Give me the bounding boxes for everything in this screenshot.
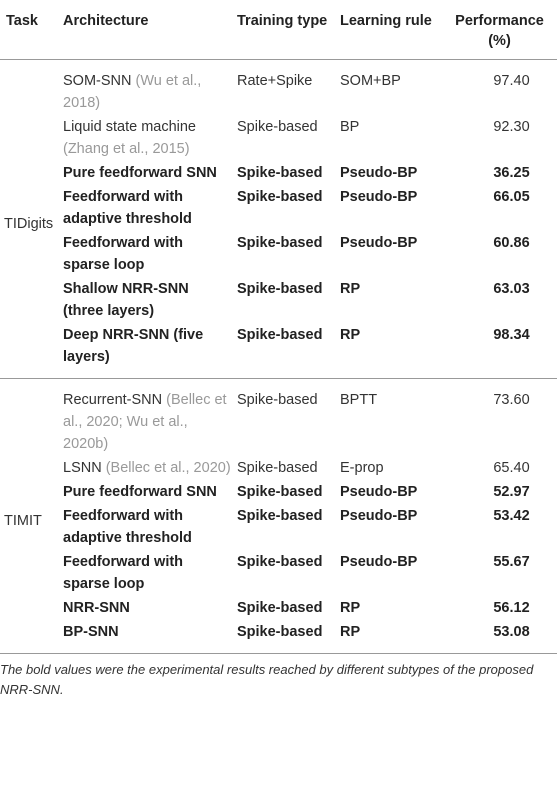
table-row [0, 322, 557, 379]
table-row [0, 184, 557, 230]
table-row [0, 60, 557, 115]
table-row [0, 549, 557, 595]
architecture-name: Pure feedforward SNN [63, 165, 217, 181]
architecture-name: Feedforward with sparse loop [63, 554, 184, 592]
performance-cell: 36.25 [493, 165, 530, 181]
performance-cell: 65.40 [493, 460, 530, 476]
group-tidigits [0, 60, 557, 379]
learning-rule-cell: RP [340, 600, 361, 616]
architecture-cell [57, 479, 231, 503]
learning-rule-cell: BP [340, 119, 360, 135]
citation: (Bellec et al., 2020; Wu et al., 2020b) [63, 392, 227, 452]
learning-rule-cell: Pseudo-BP [340, 235, 418, 251]
header-learning-rule: Learning rule [340, 13, 432, 29]
performance-cell: 63.03 [493, 281, 530, 297]
performance-cell: 73.60 [493, 392, 530, 408]
training-type-cell: Spike-based [237, 460, 318, 476]
performance-cell: 56.12 [493, 600, 530, 616]
architecture-cell [57, 160, 231, 184]
architecture-cell [57, 619, 231, 654]
learning-rule-cell: RP [340, 624, 361, 640]
table-row [0, 230, 557, 276]
table-row [0, 276, 557, 322]
training-type-cell: Rate+Spike [237, 73, 313, 89]
architecture-cell [57, 322, 231, 379]
architecture-cell [57, 60, 231, 115]
learning-rule-cell: Pseudo-BP [340, 554, 418, 570]
table-row [0, 503, 557, 549]
architecture-name: Shallow NRR-SNN (three layers) [63, 281, 189, 319]
citation: (Bellec et al., 2020) [105, 460, 231, 476]
performance-cell: 98.34 [493, 327, 530, 343]
performance-cell: 60.86 [493, 235, 530, 251]
training-type-cell: Spike-based [237, 189, 323, 205]
header-task: Task [6, 13, 38, 29]
architecture-name: Liquid state machine [63, 119, 196, 135]
training-type-cell: Spike-based [237, 165, 323, 181]
training-type-cell: Spike-based [237, 554, 323, 570]
task-cell: TIDigits [4, 216, 54, 232]
learning-rule-cell: BPTT [340, 392, 378, 408]
architecture-name: BP-SNN [63, 624, 119, 640]
architecture-cell [57, 379, 231, 456]
architecture-cell [57, 114, 231, 160]
architecture-name: Feedforward with adaptive threshold [63, 189, 192, 227]
header-architecture: Architecture [63, 13, 149, 29]
header-row [0, 0, 557, 60]
learning-rule-cell: Pseudo-BP [340, 165, 418, 181]
training-type-cell: Spike-based [237, 119, 318, 135]
architecture-cell [57, 455, 231, 479]
architecture-cell [57, 549, 231, 595]
table-row [0, 479, 557, 503]
learning-rule-cell: E-prop [340, 460, 384, 476]
learning-rule-cell: Pseudo-BP [340, 189, 418, 205]
architecture-name: Feedforward with adaptive threshold [63, 508, 192, 546]
learning-rule-cell: SOM+BP [340, 73, 401, 89]
task-cell: TIMIT [4, 513, 42, 529]
training-type-cell: Spike-based [237, 600, 323, 616]
architecture-name: Feedforward with sparse loop [63, 235, 184, 273]
header-training-type: Training type [237, 13, 328, 29]
architecture-cell [57, 503, 231, 549]
architecture-name: SOM-SNN [63, 73, 136, 89]
table-row [0, 455, 557, 479]
architecture-name: LSNN [63, 460, 106, 476]
training-type-cell: Spike-based [237, 281, 323, 297]
performance-cell: 55.67 [493, 554, 530, 570]
table-row [0, 619, 557, 654]
learning-rule-cell: RP [340, 281, 361, 297]
header-performance: Performance (%) [455, 13, 544, 49]
performance-cell: 53.42 [493, 508, 530, 524]
architecture-name: Recurrent-SNN [63, 392, 167, 408]
learning-rule-cell: Pseudo-BP [340, 484, 418, 500]
training-type-cell: Spike-based [237, 484, 323, 500]
architecture-name: Pure feedforward SNN [63, 484, 217, 500]
training-type-cell: Spike-based [237, 624, 323, 640]
citation: (Wu et al., 2018) [63, 73, 202, 111]
table-footnote: The bold values were the experimental results reached by different subtypes of the proposed NRR-SNN. [0, 662, 534, 697]
table-row [0, 114, 557, 160]
architecture-cell [57, 276, 231, 322]
performance-cell: 53.08 [493, 624, 530, 640]
training-type-cell: Spike-based [237, 235, 323, 251]
architecture-cell [57, 184, 231, 230]
performance-cell: 92.30 [493, 119, 530, 135]
architecture-cell [57, 595, 231, 619]
performance-cell: 97.40 [493, 73, 530, 89]
training-type-cell: Spike-based [237, 327, 323, 343]
architecture-name: NRR-SNN [63, 600, 130, 616]
table-row [0, 160, 557, 184]
group-timit [0, 379, 557, 654]
learning-rule-cell: Pseudo-BP [340, 508, 418, 524]
performance-cell: 52.97 [493, 484, 530, 500]
training-type-cell: Spike-based [237, 508, 323, 524]
training-type-cell: Spike-based [237, 392, 318, 408]
architecture-name: Deep NRR-SNN (five layers) [63, 327, 204, 365]
table-row [0, 595, 557, 619]
learning-rule-cell: RP [340, 327, 361, 343]
architecture-cell [57, 230, 231, 276]
performance-cell: 66.05 [493, 189, 530, 205]
citation: (Zhang et al., 2015) [63, 141, 190, 157]
table-row [0, 379, 557, 456]
